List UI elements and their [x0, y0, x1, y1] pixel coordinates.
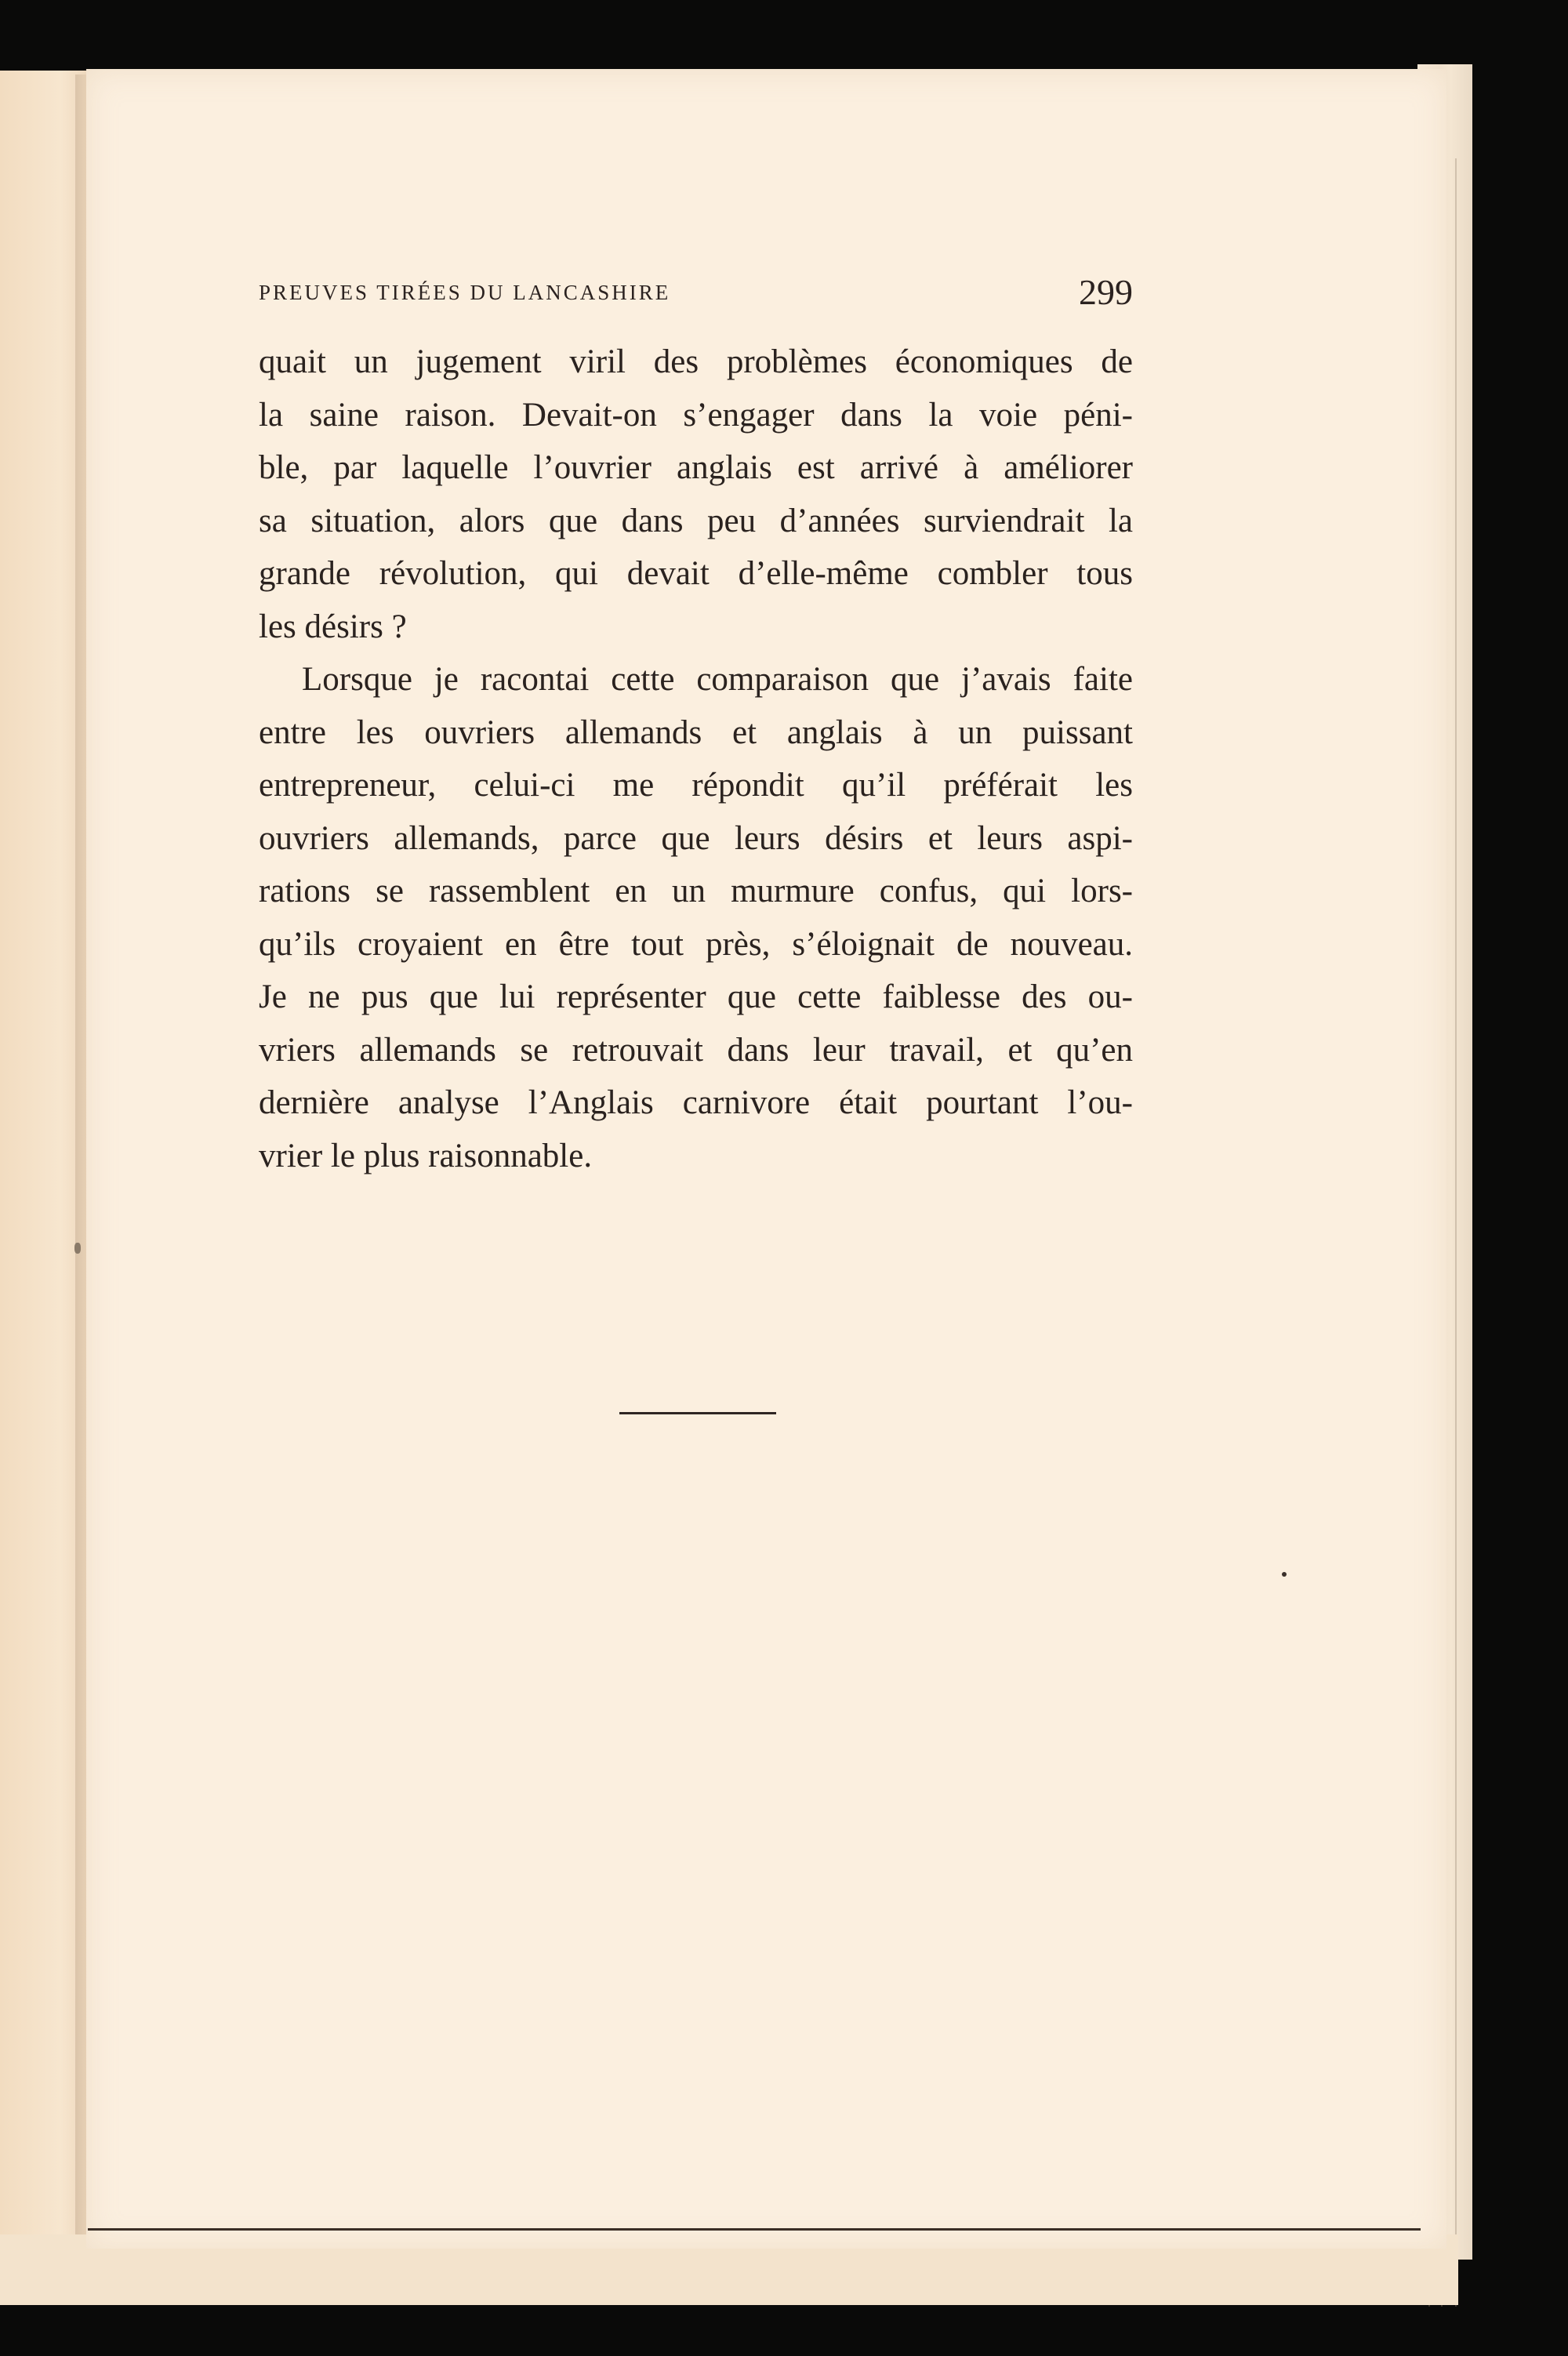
text-line: quait un jugement viril des problèmes économiques de — [259, 343, 1133, 380]
text-line: dernière analyse l’Anglais carnivore était pourtant l’ou- — [259, 1084, 1133, 1121]
text-line: grande révolution, qui devait d’elle-même combler tous — [259, 555, 1133, 592]
text-line: ouvriers allemands, parce que leurs désirs et leurs aspi- — [259, 819, 1133, 857]
paper-speck — [74, 1243, 81, 1254]
text-line: vrier le plus raisonnable. — [259, 1137, 593, 1174]
page-number: 299 — [1079, 272, 1133, 312]
bottom-edge-rule — [88, 2228, 1421, 2231]
running-head — [259, 274, 1133, 321]
text-line: entrepreneur, celui-ci me répondit qu’il préférait les — [259, 767, 1133, 804]
page-edge-line — [1455, 158, 1457, 2307]
text-line: sa situation, alors que dans peu d’années surviendrait la — [259, 502, 1133, 539]
text-line: les désirs ? — [259, 608, 407, 645]
paper-speck — [1282, 1572, 1287, 1577]
text-line: qu’ils croyaient en être tout près, s’éloignait de nouveau. — [259, 925, 1133, 963]
text-line: Je ne pus que lui représenter que cette faiblesse des ou- — [259, 978, 1133, 1015]
text-line: rations se rassemblent en un murmure confus, qui lors- — [259, 873, 1133, 909]
text-line: ble, par laquelle l’ouvrier anglais est arrivé à améliorer — [259, 449, 1133, 486]
facing-page — [0, 71, 86, 2270]
text-line: Lorsque je racontai cette comparaison que j’avais faite — [302, 661, 1133, 698]
text-line: entre les ouvriers allemands et anglais à un puissant — [259, 713, 1133, 751]
body-text — [259, 336, 1133, 1182]
section-separator — [619, 1412, 776, 1414]
text-line: vriers allemands se retrouvait dans leur travail, et qu’en — [259, 1031, 1133, 1069]
running-title: PREUVES TIRÉES DU LANCASHIRE — [259, 281, 671, 304]
text-line: la saine raison. Devait-on s’engager dans la voie péni- — [259, 396, 1133, 434]
